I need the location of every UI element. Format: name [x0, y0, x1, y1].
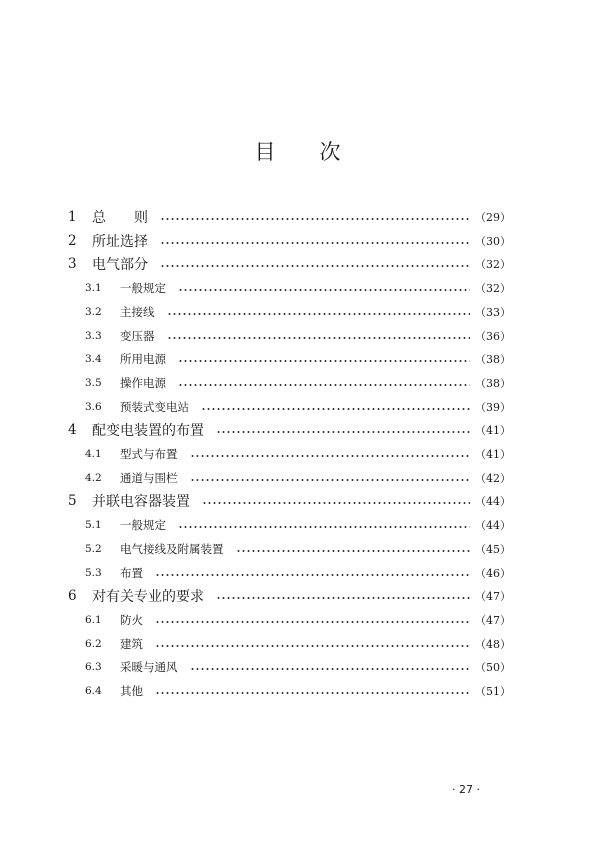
toc-entry-title: 一般规定 — [120, 518, 166, 533]
toc-entry-number: 6.4 — [85, 685, 102, 697]
toc-entry-title: 采暖与通风 — [120, 660, 178, 675]
toc-leader-dots — [155, 633, 470, 655]
toc-entry-number: 3 — [68, 256, 77, 273]
page-title: 目次 — [254, 140, 385, 164]
toc-entry-page: （44） — [475, 495, 511, 509]
toc-entry[interactable] — [0, 206, 595, 228]
toc-entry-number: 6.2 — [85, 637, 102, 650]
toc-entry-page: （29） — [475, 211, 511, 224]
toc-entry-number: 5.3 — [85, 566, 102, 579]
toc-leader-dots — [190, 443, 470, 465]
toc-leader-dots — [155, 680, 470, 702]
toc-entry-title: 配变电装置的布置 — [92, 423, 204, 440]
toc-entry-number: 5.1 — [85, 519, 102, 532]
toc-entry-page: （39） — [475, 400, 511, 414]
toc-entry-page: （36） — [475, 329, 511, 343]
toc-entry-page: （42） — [475, 471, 511, 485]
toc-entry[interactable] — [0, 230, 595, 252]
toc-leader-dots — [216, 419, 470, 441]
toc-entry-title: 电气接线及附属装置 — [120, 541, 224, 556]
toc-entry[interactable] — [0, 325, 595, 347]
toc-entry[interactable] — [0, 348, 595, 370]
toc-entry-page: （44） — [475, 519, 511, 533]
toc-entry-page: （48） — [475, 637, 511, 651]
toc-entry-page: （41） — [475, 424, 511, 438]
toc-leader-dots — [155, 562, 470, 584]
toc-entry-number: 6.3 — [85, 661, 102, 674]
toc-entry-title: 对有关专业的要求 — [92, 589, 204, 606]
toc-entry-title: 型式与布置 — [120, 447, 178, 461]
toc-entry-title: 防火 — [120, 612, 143, 627]
toc-leader-dots — [160, 253, 470, 275]
toc-leader-dots — [160, 206, 470, 228]
toc-entry-number: 4.2 — [85, 471, 102, 484]
toc-entry-number: 1 — [68, 209, 77, 225]
toc-entry-title: 建筑 — [120, 636, 143, 651]
toc-entry-number: 3.6 — [85, 400, 102, 413]
toc-leader-dots — [160, 230, 470, 252]
toc-entry-title: 变压器 — [120, 328, 155, 343]
toc-entry-title: 预装式变电站 — [120, 399, 189, 414]
toc-entry-title: 所用电源 — [120, 352, 166, 367]
toc-entry[interactable] — [0, 609, 595, 631]
toc-entry-number: 5.2 — [85, 542, 102, 555]
toc-entry[interactable] — [0, 538, 595, 560]
toc-entry[interactable] — [0, 680, 595, 702]
toc-entry-page: （38） — [475, 353, 511, 367]
toc-entry[interactable] — [0, 490, 595, 512]
toc-leader-dots — [236, 538, 470, 560]
toc-entry-page: （47） — [475, 613, 511, 627]
toc-entry-page: （32） — [475, 282, 511, 296]
toc-leader-dots — [167, 325, 470, 347]
toc-entry[interactable] — [0, 253, 595, 275]
toc-leader-dots — [178, 514, 470, 536]
toc-leader-dots — [202, 490, 470, 512]
toc-entry[interactable] — [0, 514, 595, 536]
toc-entry-page: （50） — [475, 661, 511, 675]
toc-entry[interactable] — [0, 633, 595, 655]
toc-entry[interactable] — [0, 396, 595, 418]
toc-leader-dots — [190, 467, 470, 489]
toc-leader-dots — [178, 348, 470, 370]
toc-entry-title: 通道与围栏 — [120, 470, 178, 485]
toc-entry-page: （47） — [475, 590, 511, 604]
toc-entry-title: 一般规定 — [120, 281, 166, 296]
page-number: · 27 · — [452, 783, 480, 796]
toc-entry[interactable] — [0, 419, 595, 441]
toc-entry[interactable] — [0, 443, 595, 465]
toc-entry-number: 3.5 — [85, 376, 102, 389]
toc-entry[interactable] — [0, 562, 595, 584]
toc-entry-number: 5 — [68, 493, 77, 510]
toc-leader-dots — [201, 396, 470, 418]
toc-leader-dots — [155, 609, 470, 631]
toc-leader-dots — [216, 585, 470, 607]
toc-entry-page: （38） — [475, 376, 511, 390]
toc-leader-dots — [178, 372, 470, 394]
toc-entry-number: 3.3 — [85, 329, 102, 342]
toc-entry-title: 电气部分 — [92, 257, 148, 274]
toc-leader-dots — [190, 656, 470, 678]
toc-entry-number: 4 — [68, 422, 77, 439]
toc-entry[interactable] — [0, 656, 595, 678]
toc-entry[interactable] — [0, 467, 595, 489]
toc-entry-page: （45） — [475, 542, 511, 556]
toc-entry-number: 6.1 — [85, 613, 102, 626]
toc-entry[interactable] — [0, 585, 595, 607]
toc-entry-title: 其他 — [120, 684, 143, 698]
toc-entry-page: （30） — [475, 234, 511, 248]
toc-leader-dots — [178, 277, 470, 299]
toc-entry-title: 布置 — [120, 565, 143, 580]
toc-entry-number: 4.1 — [85, 448, 102, 460]
toc-entry[interactable] — [0, 277, 595, 299]
toc-entry-page: （51） — [475, 685, 511, 698]
toc-entry-title: 主接线 — [120, 304, 155, 319]
toc-entry-title: 所址选择 — [92, 233, 148, 250]
toc-entry-number: 3.2 — [85, 305, 102, 318]
toc-entry-title: 并联电容器装置 — [92, 494, 190, 511]
toc-entry-number: 3.4 — [85, 353, 102, 366]
toc-entry-number: 6 — [68, 588, 77, 605]
toc-entry-title: 总 则 — [92, 210, 148, 226]
toc-entry-page: （33） — [475, 305, 511, 319]
toc-leader-dots — [167, 301, 470, 323]
toc-entry-page: （46） — [475, 566, 511, 580]
toc-entry-page: （32） — [475, 258, 511, 272]
toc-entry-page: （41） — [475, 448, 511, 461]
toc-entry[interactable] — [0, 372, 595, 394]
toc-entry-number: 3.1 — [85, 282, 102, 295]
toc-entry[interactable] — [0, 301, 595, 323]
toc-entry-title: 操作电源 — [120, 375, 166, 390]
toc-entry-number: 2 — [68, 232, 77, 249]
